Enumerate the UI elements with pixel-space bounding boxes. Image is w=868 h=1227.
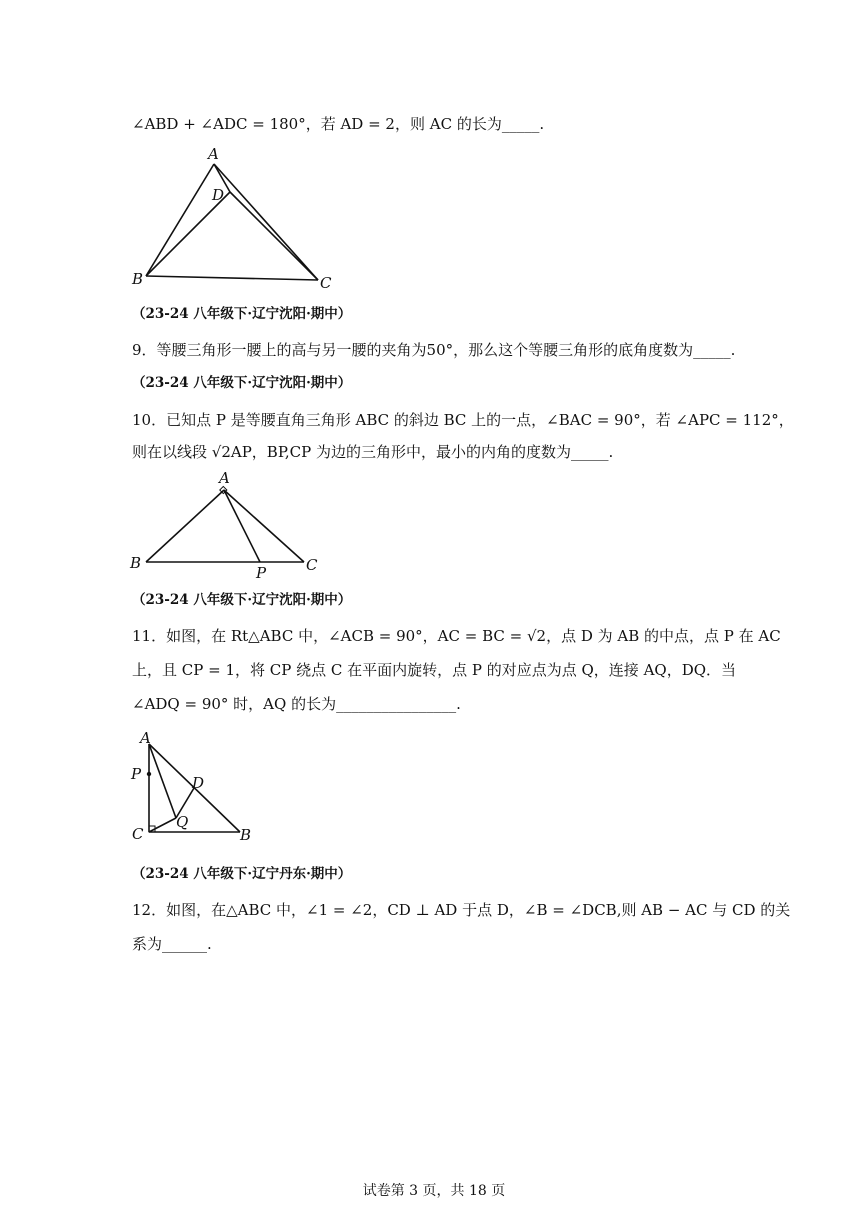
question-12-line-1: 12．如图，在△ABC 中，∠1 = ∠2，CD ⊥ AD 于点 D，∠B = ∠DCB,则 AB − AC 与 CD 的关 <box>132 901 791 919</box>
label-p: P <box>131 765 142 783</box>
question-12-line-2: 系为______. <box>132 935 212 953</box>
label-b: B <box>240 826 252 844</box>
label-c: C <box>320 274 332 292</box>
label-b: B <box>132 270 144 288</box>
question-11-line-3: ∠ADQ = 90° 时，AQ 的长为________________. <box>132 695 461 713</box>
label-c: C <box>132 825 144 843</box>
figure-right-isosceles-triangle <box>128 466 328 582</box>
label-p: P <box>256 564 267 582</box>
label-b: B <box>130 554 142 572</box>
source-tag-1: （23-24 八年级下·辽宁沈阳·期中） <box>132 306 352 322</box>
label-a: A <box>219 469 230 487</box>
question-8-tail: ∠ABD + ∠ADC = 180°，若 AD = 2，则 AC 的长为_____. <box>132 115 545 133</box>
label-a: A <box>140 729 151 747</box>
label-d: D <box>212 186 225 204</box>
question-9: 9．等腰三角形一腰上的高与另一腰的夹角为50°，那么这个等腰三角形的底角度数为_____. <box>132 341 736 359</box>
question-10-line-2: 则在以线段 √2AP，BP,CP 为边的三角形中，最小的内角的度数为_____. <box>132 443 614 461</box>
source-tag-4: （23-24 八年级下·辽宁丹东·期中） <box>132 866 352 882</box>
source-tag-3: （23-24 八年级下·辽宁沈阳·期中） <box>132 592 352 608</box>
question-11-line-2: 上，且 CP = 1，将 CP 绕点 C 在平面内旋转，点 P 的对应点为点 Q，连接 AQ，DQ．当 <box>132 661 737 679</box>
question-10-line-1: 10．已知点 P 是等腰直角三角形 ABC 的斜边 BC 上的一点，∠BAC = 90°，若 ∠APC = 112°， <box>132 411 794 429</box>
question-11-line-1: 11．如图，在 Rt△ABC 中，∠ACB = 90°，AC = BC = √2，点 D 为 AB 的中点，点 P 在 AC <box>132 627 781 645</box>
label-d: D <box>192 774 205 792</box>
label-a: A <box>208 145 219 163</box>
figure-triangle-abcd <box>128 142 338 294</box>
label-c: C <box>306 556 318 574</box>
figure-rotation-triangle <box>128 726 268 846</box>
page-footer: 试卷第 3 页，共 18 页 <box>362 1183 506 1199</box>
source-tag-2: （23-24 八年级下·辽宁沈阳·期中） <box>132 375 352 391</box>
label-q: Q <box>176 813 189 831</box>
